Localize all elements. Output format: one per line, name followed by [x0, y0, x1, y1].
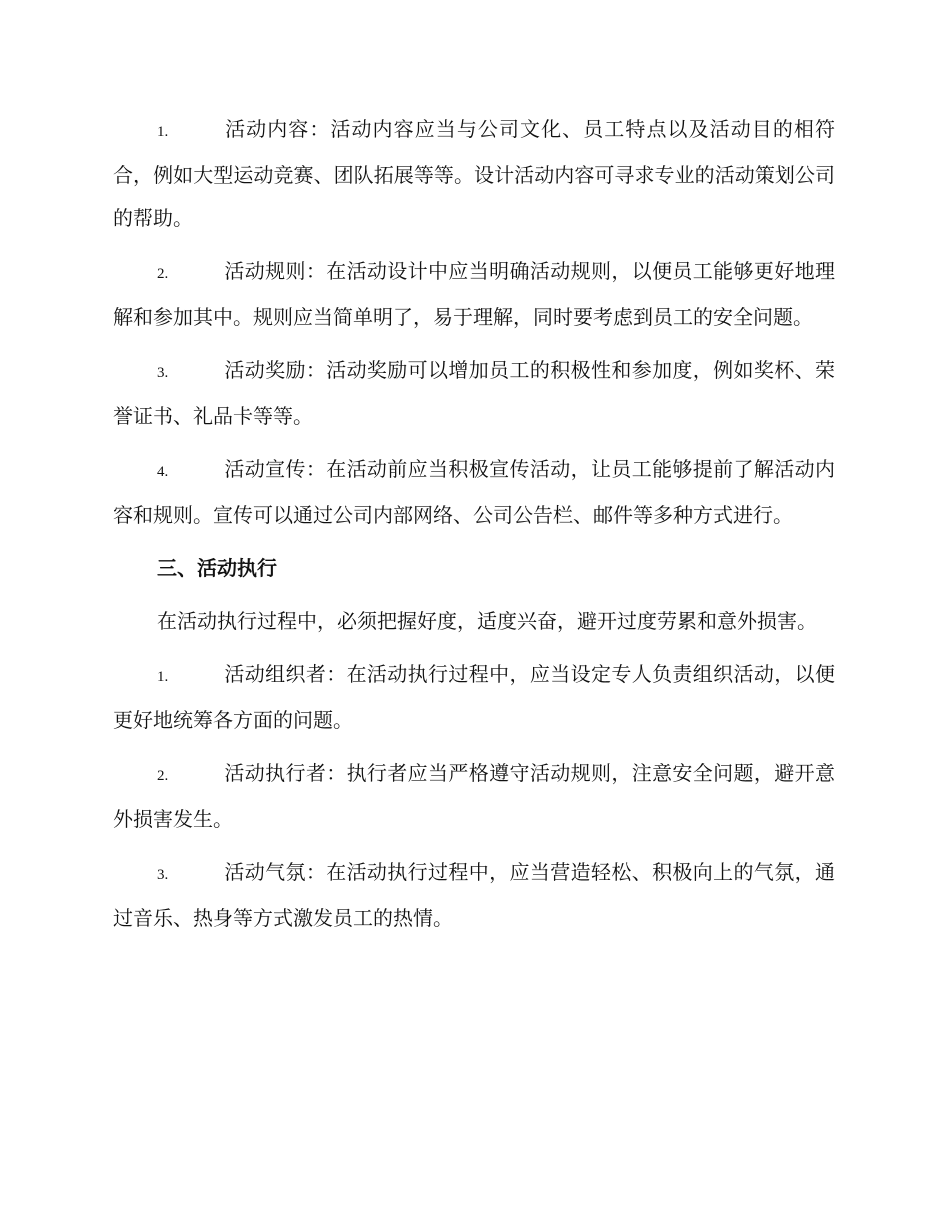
list-item-text: 活动组织者：在活动执行过程中，应当设定专人负责组织活动，以便更好地统筹各方面的问题。	[113, 662, 835, 732]
section-intro-paragraph: 在活动执行过程中，必须把握好度，适度兴奋，避开过度劳累和意外损害。	[157, 609, 817, 633]
list-item-number: 3.	[157, 365, 169, 381]
list-item	[113, 250, 835, 339]
list-item-number: 2.	[157, 768, 169, 784]
list-item-text: 活动内容：活动内容应当与公司文化、员工特点以及活动目的相符合，例如大型运动竞赛、团队拓展等等。设计活动内容可寻求专业的活动策划公司的帮助。	[113, 117, 835, 230]
list-item-text: 活动宣传：在活动前应当积极宣传活动，让员工能够提前了解活动内容和规则。宣传可以通过公司内部网络、公司公告栏、邮件等多种方式进行。	[113, 457, 835, 527]
list-item-text: 活动执行者：执行者应当严格遵守活动规则，注意安全问题，避开意外损害发生。	[113, 761, 835, 831]
list-item-number: 1.	[157, 669, 169, 685]
list-item-text: 活动气氛：在活动执行过程中，应当营造轻松、积极向上的气氛，通过音乐、热身等方式激发员工的热情。	[113, 860, 835, 930]
list-item-number: 4.	[157, 464, 169, 480]
list-item	[113, 108, 835, 240]
list-item	[113, 448, 835, 537]
document-body	[113, 108, 835, 950]
section-heading: 三、活动执行	[157, 556, 277, 580]
list-item	[113, 653, 835, 742]
list-item	[113, 851, 835, 940]
list-item-text: 活动奖励：活动奖励可以增加员工的积极性和参加度，例如奖杯、荣誉证书、礼品卡等等。	[113, 358, 835, 428]
list-item-number: 2.	[157, 266, 169, 282]
list-item	[113, 349, 835, 438]
list-item-number: 1.	[157, 124, 169, 140]
list-item-text: 活动规则：在活动设计中应当明确活动规则，以便员工能够更好地理解和参加其中。规则应当简单明了，易于理解，同时要考虑到员工的安全问题。	[113, 259, 835, 329]
list-item-number: 3.	[157, 867, 169, 883]
list-item	[113, 752, 835, 841]
